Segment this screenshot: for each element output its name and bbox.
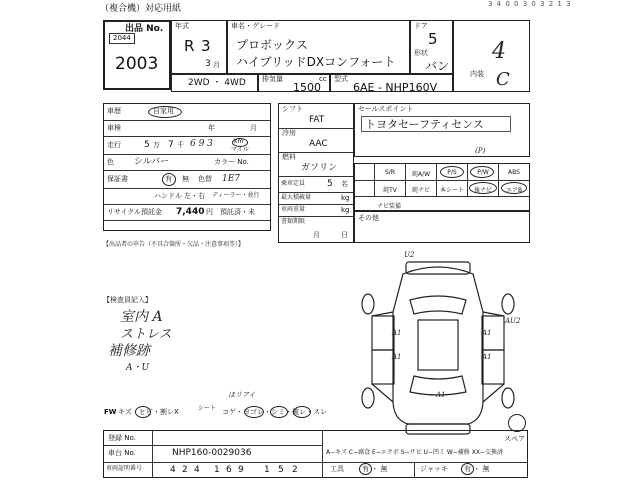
equip-circle-navi — [469, 182, 497, 194]
year-month-label: 月 — [213, 61, 220, 69]
warranty-no: 無 — [182, 175, 189, 183]
cert-label: 車両証明番号 — [106, 465, 143, 472]
year-era: R — [184, 37, 195, 55]
steering-value: 左・右 — [184, 192, 205, 200]
mileage-mile: マイル — [231, 146, 249, 153]
displacement-value: 1500 — [293, 81, 321, 94]
equipment-grid — [354, 163, 530, 211]
mileage-rest: 6 9 3 — [190, 139, 213, 149]
diagram-mark-1: A1 — [392, 329, 402, 337]
load-unit: kg — [341, 194, 350, 202]
equip-r0c0: S/R — [385, 169, 395, 176]
header-top-right-number: 3 4 0 0 3 0 3 2 1 3 — [488, 0, 572, 8]
legend-line: A−キズ C−腐食 E−エクボ S−サビ U−凹ミ W−補修 XX−交換済 — [326, 449, 503, 456]
color-no-label: カラー No. — [214, 158, 249, 166]
model-name: プロボックス — [236, 38, 308, 52]
equip-r1c4: エアB — [505, 187, 523, 194]
equip-r0c1: 純A/W — [411, 171, 431, 178]
equip-r0c3: P/W — [477, 169, 489, 176]
equip-circle-pw — [470, 166, 494, 178]
equip-r2c0: ナビ装備 — [377, 203, 402, 210]
car-diagram — [358, 252, 521, 442]
mileage-man-unit: 万 — [153, 141, 160, 149]
displacement-box — [258, 74, 330, 92]
equip-r0c2: P/S — [447, 169, 457, 176]
year-month: 3 — [205, 59, 211, 69]
seat-circle-1 — [244, 406, 264, 418]
equip-r1c1: 純ナビ — [411, 187, 430, 194]
score-box — [453, 20, 530, 92]
vehicle-history-label: 車歴 — [107, 107, 121, 115]
doc-label: 書類期限 — [281, 218, 306, 225]
cert-digit-6: 9 — [238, 465, 244, 475]
tools-label: 工具 — [330, 465, 344, 473]
left-info-box — [103, 103, 271, 231]
spare-label: スペア — [504, 435, 525, 443]
model-code-value: 6AE - NHP160V — [353, 81, 438, 94]
fw-circle — [135, 406, 151, 418]
door-left-rear — [372, 350, 394, 384]
fw-seat-value: コゲ・ヨゴレ・シミ・破レ・スレ — [222, 408, 327, 416]
jack-value: 有 ・ 無 — [464, 465, 490, 473]
model-code-box — [330, 74, 453, 92]
fw-seat-label: シート — [198, 405, 217, 412]
chassis-value: NHP160-0029036 — [172, 448, 252, 458]
year-box — [171, 20, 227, 74]
reg-label: 登録 No. — [108, 434, 136, 442]
inspector-line-1: 室内 A — [120, 309, 163, 325]
inspector-label: 【検査員記入】 — [103, 296, 152, 304]
diagram-hand-note: ほリアイ — [228, 391, 256, 399]
fw-value: キズ・ヒビ・割レX — [118, 408, 179, 416]
wheel-left-front — [362, 294, 374, 314]
chassis-label: 車台 No. — [108, 449, 136, 457]
model-code-label: 型式 — [334, 75, 348, 83]
header-compound-label: （複合機）対応用紙 — [100, 4, 182, 14]
body-type-value: バン — [425, 59, 450, 73]
equip-circle-ps — [440, 166, 464, 178]
shift-value: FAT — [309, 115, 325, 125]
lot-box — [103, 20, 171, 90]
lot-number: 2003 — [115, 54, 159, 74]
inspector-line-2: ストレス — [120, 327, 172, 342]
tools-circle — [359, 463, 372, 475]
cert-digit-3: 4 — [194, 465, 200, 475]
recycle-unit: 円 — [206, 208, 213, 216]
wheel-right-rear — [502, 388, 514, 408]
mileage-km: km — [234, 138, 244, 145]
mileage-man: 5 — [144, 140, 150, 150]
jack-label: ジャッキ — [420, 465, 448, 473]
ac-label: 冷房 — [282, 129, 296, 137]
wheel-left-rear — [362, 388, 374, 408]
cert-digit-9: 2 — [292, 465, 298, 475]
cert-digit-4: 1 — [214, 465, 220, 475]
color-label: 色 — [107, 158, 114, 166]
warranty-label: 保証書 — [107, 175, 128, 183]
shift-label: シフト — [282, 105, 303, 113]
color-code-hand: 1E7 — [222, 174, 241, 184]
displacement-unit: cc — [319, 75, 327, 83]
cert-digit-7: 1 — [264, 465, 270, 475]
recycle-status: 預託済・未 — [220, 208, 255, 216]
cert-digit-8: 5 — [278, 465, 284, 475]
other-box — [354, 211, 530, 243]
sales-point-value: トヨタセーフティセンス — [365, 118, 484, 131]
car-body-outline — [393, 267, 483, 424]
doors-box — [410, 20, 453, 74]
inspection-year-unit: 年 — [208, 124, 215, 132]
car-front-bumper — [406, 262, 470, 274]
diagram-mark-2: A1 — [392, 353, 402, 361]
inspector-line-4: A・U — [126, 363, 150, 373]
equip-circle-airbag — [501, 182, 527, 194]
body-type-label: 形状 — [414, 49, 428, 57]
equip-r1c3: 後ナビ — [473, 187, 492, 194]
wheel-right-front — [502, 294, 514, 314]
model-box — [227, 20, 410, 74]
door-left-front — [372, 316, 394, 350]
capacity-unit: 名 — [341, 180, 348, 188]
diagram-top-note: U2 — [404, 251, 415, 259]
displacement-label: 排気量 — [262, 75, 283, 83]
sales-point-box — [354, 103, 530, 157]
cert-digit-5: 6 — [226, 465, 232, 475]
fw-label: FW — [104, 408, 117, 416]
mileage-label: 走行 — [107, 141, 121, 149]
recycle-value: 7,440 — [176, 207, 205, 217]
ac-value: AAC — [309, 139, 328, 149]
equip-r1c2: 本シート — [439, 187, 464, 194]
doors-label: ドア — [414, 22, 428, 30]
seat-circle-2 — [270, 406, 288, 418]
tools-value: 有 ・ 無 — [362, 465, 388, 473]
drive-box — [171, 74, 258, 92]
mileage-sen: 7 — [168, 140, 174, 150]
cert-digit-2: 2 — [182, 465, 188, 475]
lot-label: 出品 No. — [125, 24, 164, 34]
inspector-line-3: 補修跡 — [108, 343, 150, 359]
capacity-value: 5 — [327, 179, 333, 189]
diagram-right-note: AU2 — [505, 317, 521, 325]
score-value: 4 — [492, 39, 506, 64]
doc-month: 月 — [313, 231, 320, 239]
footer-box — [103, 430, 528, 478]
year-value: 3 — [201, 37, 211, 55]
interior-label: 内装 — [470, 70, 484, 78]
weight-unit: kg — [341, 206, 350, 214]
seat-circle-3 — [293, 406, 311, 418]
load-label: 最大積載量 — [281, 194, 312, 201]
mid-info-box — [278, 103, 354, 243]
model-label: 車名・グレード — [231, 22, 280, 30]
other-label: その他 — [358, 214, 379, 222]
drive-value: 2WD ・ 4WD — [188, 78, 246, 88]
diagram-mark-5: A1 — [436, 391, 446, 399]
doc-day: 日 — [341, 231, 348, 239]
interior-value: C — [496, 69, 510, 90]
car-windshield — [410, 296, 466, 314]
recycle-label: リサイクル預託金 — [107, 208, 163, 216]
cert-digit-1: 4 — [170, 465, 176, 475]
sales-point-label: セールスポイント — [358, 105, 414, 113]
weight-label: 車両重量 — [281, 206, 306, 213]
equip-r0c4: ABS — [508, 169, 520, 176]
mileage-sen-unit: 千 — [177, 141, 184, 149]
fuel-label: 燃料 — [282, 153, 296, 161]
equip-r1c0: 純TV — [383, 187, 397, 194]
year-label: 年式 — [175, 22, 189, 30]
steering-label: ハンドル — [154, 192, 182, 200]
capacity-label: 乗車定員 — [281, 180, 306, 187]
notice-label: 【出品者の申告（不具合箇所・欠品・注意事項等）】 — [103, 241, 245, 248]
jack-circle — [461, 463, 474, 475]
diagram-mark-3: A1 — [482, 329, 492, 337]
sales-point-note: (P) — [475, 147, 486, 155]
warranty-yes: 有 — [165, 175, 172, 183]
diagram-mark-4: A1 — [482, 353, 492, 361]
color-value: シルバー — [134, 157, 170, 167]
doors-value: 5 — [428, 30, 438, 48]
vehicle-history-value: 自家用 — [153, 107, 174, 115]
lot-stamp: 2044 — [109, 33, 135, 44]
car-roof — [418, 320, 458, 370]
fuel-value: ガソリン — [301, 163, 338, 173]
model-grade: ハイブリッドDXコンフォート — [236, 55, 396, 69]
dealer-label: ディーラー・並行 — [212, 192, 260, 199]
inspection-month-unit: 月 — [250, 124, 257, 132]
repaint-label: 色替 — [198, 175, 212, 183]
inspection-label: 車検 — [107, 124, 121, 132]
